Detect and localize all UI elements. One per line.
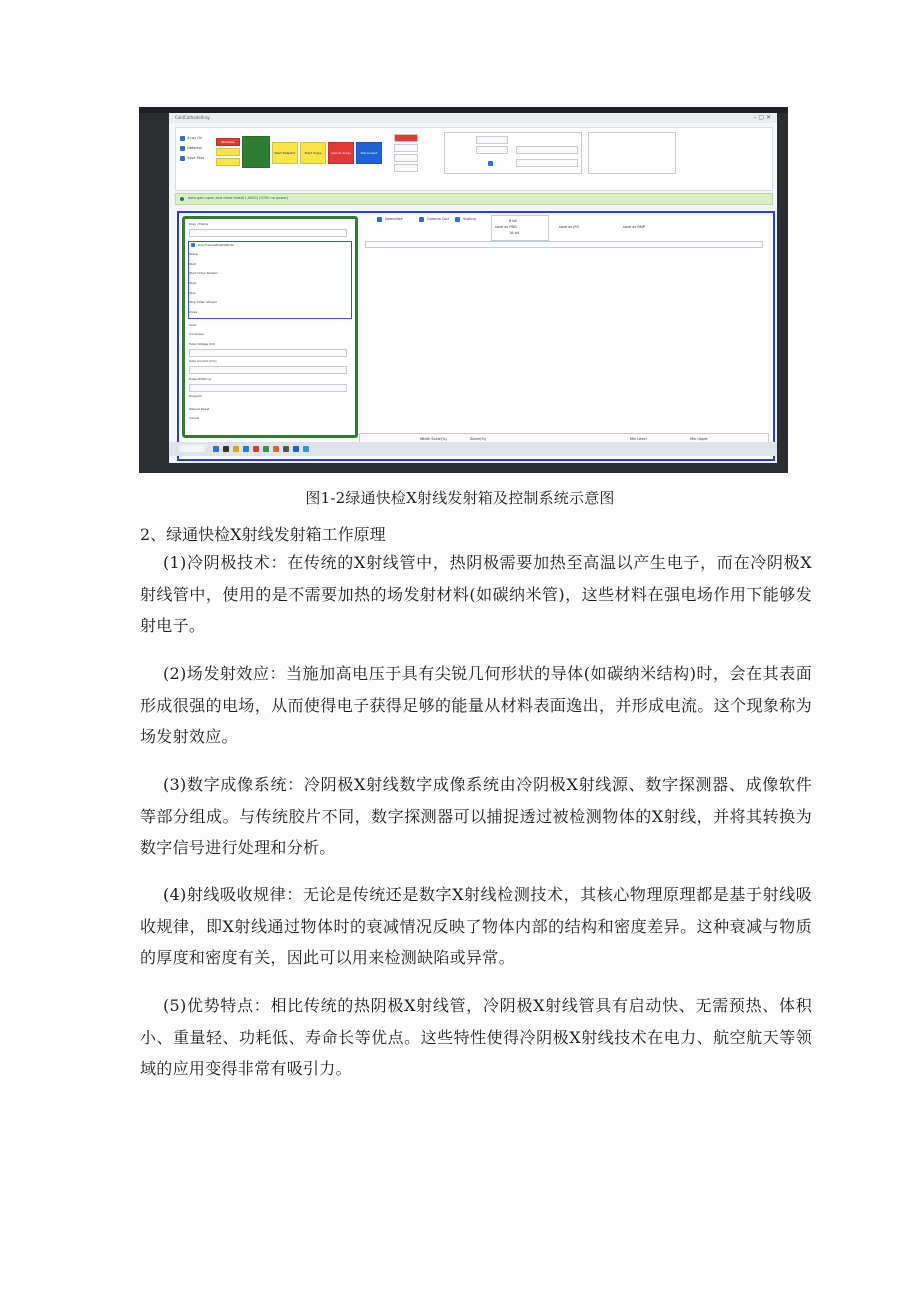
main-workspace-frame (177, 211, 775, 461)
paragraph-3: (3)数字成像系统：冷阴极X射线数字成像系统由冷阴极X射线源、数字探测器、成像软件等部分组成。与传统胶片不同，数字探测器可以捕捉透过被检测物体的X射线，并将其转换为数字信号进行处理和分析。 (140, 775, 812, 858)
checkbox-label: X-ray On (187, 136, 203, 140)
status-green-block (242, 136, 270, 168)
block-label: Start Detector (274, 151, 296, 155)
menu-row: Start (189, 281, 197, 285)
block-label: Cancel Xrays (331, 151, 351, 155)
frame-select (189, 229, 347, 237)
bitdepth-label: 8 bit (509, 219, 517, 223)
start-xrays-button (300, 142, 326, 164)
stream-options-box (188, 241, 352, 319)
gradient-checkbox-icon (488, 161, 493, 166)
block-label: Start Xrays (304, 151, 322, 155)
option-label: Normalize (385, 217, 403, 221)
window-title: ColdCathodeXray (175, 115, 210, 120)
folder-icon (233, 446, 239, 452)
appointment-group (588, 132, 676, 174)
option-label: Scaling (463, 217, 476, 221)
paragraph-1: (1)冷阴极技术：在传统的X射线管中，热阴极需要加热至高温以产生电子，而在冷阴极X射线管中，使用的是不需要加热的场发射材料(如碳纳米管)，这些材料在强电场作用下能够发射电子。 (140, 553, 812, 636)
checkbox-save-icon (180, 156, 185, 161)
menu-row: Start (189, 262, 197, 266)
disconnect-button (356, 142, 382, 164)
checkbox-xray-icon (180, 136, 185, 141)
menu-row: Tube Current (mA) (189, 359, 217, 363)
status-yellow-2 (216, 158, 240, 166)
status-yellow-1 (216, 148, 240, 156)
save-option-label: save as PNG (495, 225, 517, 229)
slider-label: Width Scale(%) (420, 437, 447, 441)
slider-label: Min Level (630, 437, 647, 441)
option-label: Gamma Corr (427, 217, 450, 221)
paragraph-4: (4)射线吸收规律：无论是传统还是数字X射线检测技术，其核心物理原理都是基于射线吸收规律，即X射线通过物体时的衰减情况反映了物体内部的结构和密度差异。这种衰减与物质的厚度和密度有关，因此可以用来检测缺陷或异常。 (140, 885, 812, 968)
status-bar (175, 193, 773, 205)
control-software-screen (169, 113, 777, 463)
checkbox-label: Save Files (187, 156, 205, 160)
windows-button (216, 138, 240, 146)
os-taskbar (169, 442, 777, 456)
normalize-checkbox-icon (377, 217, 382, 222)
app-icon (243, 446, 249, 452)
bitdepth-label: 16 bit (509, 231, 520, 235)
block-label: Windows (221, 140, 235, 144)
cancel-xrays-button (328, 142, 354, 164)
pulse-input (394, 164, 418, 172)
checkbox-detector-icon (180, 146, 185, 151)
menu-row: Manual Reset (189, 407, 210, 411)
app-icon (283, 446, 289, 452)
monitor-photo (139, 107, 788, 473)
checkbox-label: Detector (187, 146, 203, 150)
paragraph-2: (2)场发射效应：当施加高电压于具有尖锐几何形状的导体(如碳纳米结构)时，会在其表面形成很强的电场，从而使得电子获得足够的能量从材料表面逸出，并形成电流。这个现象称为场发射效应。 (140, 664, 812, 747)
slider-label: Zoom(%) (470, 437, 487, 441)
voltage-field (189, 349, 347, 357)
url-input (516, 146, 578, 154)
window-controls: – ▢ ✕ (753, 114, 771, 121)
figure-caption: 图1-2绿通快检X射线发射箱及控制系统示意图 (305, 489, 615, 507)
menu-row: Save (189, 323, 197, 327)
menu-row: Stop (189, 291, 196, 295)
method-input (476, 136, 508, 144)
app-icon (263, 446, 269, 452)
app-icon (273, 446, 279, 452)
slider-label: Min Upper (690, 437, 708, 441)
start-detector-button (272, 142, 298, 164)
save-option-label: save as BMP (623, 225, 645, 229)
top-control-panel (175, 127, 773, 191)
block-label: Disconnect (360, 151, 378, 155)
temp-input (394, 144, 418, 152)
path-input (516, 159, 578, 167)
menu-row: Tube Voltage (kV) (189, 342, 216, 346)
app-icon (213, 446, 219, 452)
section-heading: 2、绿通快检X射线发射箱工作原理 (140, 525, 386, 544)
taskbar-search (179, 445, 205, 452)
app-icon (253, 446, 259, 452)
app-icon (293, 446, 299, 452)
menu-row: Setup (189, 252, 198, 256)
gamma-checkbox-icon (419, 217, 424, 222)
app-icon (303, 446, 309, 452)
menu-row: Close (189, 310, 198, 314)
app-icon (223, 446, 229, 452)
current-field (189, 366, 347, 374)
save-option-label: save as JPG (559, 225, 580, 229)
stop-input (476, 146, 508, 154)
status-dot-icon (180, 197, 184, 201)
menu-row: Stop Video Stream (189, 300, 217, 304)
scaling-checkbox-icon (455, 217, 460, 222)
voltage-input (394, 134, 418, 142)
paragraph-5: (5)优势特点：相比传统的热阴极X射线管，冷阴极X射线管具有启动快、无需预热、体积小、重量轻、功耗低、寿命长等优点。这些特性使得冷阴极X射线技术在电力、航空航天等领域的应用变得非常有吸引力。 (140, 996, 812, 1079)
menu-row: Cancel (189, 416, 200, 420)
menu-row: Start Video Stream (189, 271, 218, 275)
frames-mode-checkbox-icon (191, 243, 195, 247)
menu-row: Program (189, 394, 202, 398)
left-control-panel (182, 216, 358, 438)
file-path-bar (365, 241, 763, 248)
pulse-field (189, 384, 347, 392)
temp2-input (394, 154, 418, 162)
menu-row: Compress (189, 332, 204, 336)
menu-row: Pulse Width (s) (189, 377, 212, 381)
menu-row: Xray | Frame (189, 222, 209, 226)
status-message: auto gain open and close failed(1,0000) (0700 no power) (188, 196, 289, 200)
window-titlebar (169, 113, 777, 123)
menu-row: Use FramesEnableMode (198, 243, 234, 247)
